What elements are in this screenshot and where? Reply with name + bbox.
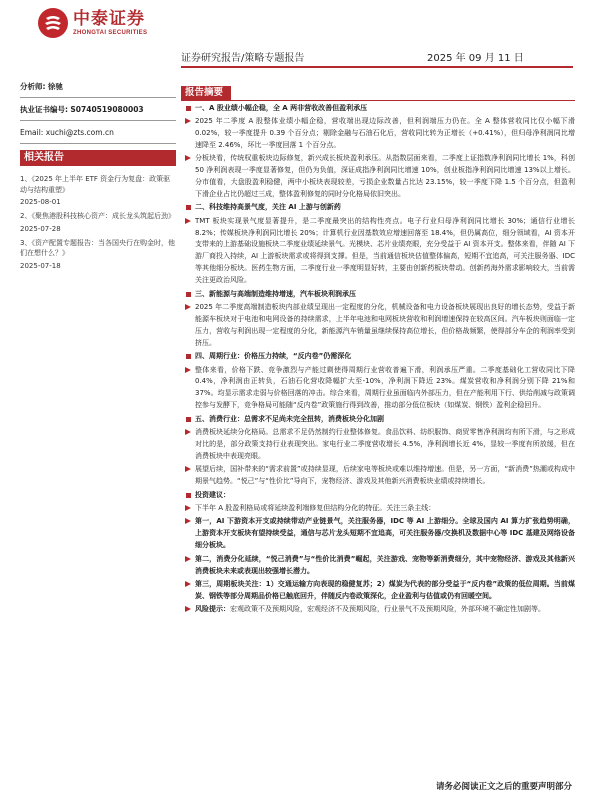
related-reports-title: 相关报告	[20, 150, 176, 166]
related-report-link[interactable]: 3、《资产配置专题报告：当各国央行在购金时，他们在想什么？》	[20, 238, 175, 257]
triangle-bullet-icon	[185, 518, 191, 524]
triangle-bullet-icon	[185, 155, 191, 161]
email-label: Email:	[20, 128, 44, 137]
related-report-date: 2025-08-01	[20, 198, 61, 206]
summary-paragraph	[181, 427, 575, 463]
header-divider	[181, 66, 573, 68]
summary-body	[181, 103, 575, 617]
email-row	[20, 124, 176, 141]
triangle-bullet-icon	[185, 304, 191, 310]
license-label: 执业证书编号:	[20, 105, 68, 114]
triangle-bullet-icon	[185, 505, 191, 511]
paragraph-text: 整体来看，价格下跌、竞争激烈与产能过剩使得周期行业营收普遍下滑，利润承压严重。二季度基础化工营收同比下降 0.4%，净利润由正转负，石油石化营收降幅扩大至-10%，净利润下降近 23%。煤炭营收和净利润分别下降 21%和 37%。均显示需求走弱与价格回落的冲击。综合来看，周期行业虽面临内外部压力，但在产能利用下行、供给削减与政策调控参与发酵下，竞争格局可能随“反内卷”政策施行得到改善，推动部分低位板块（如煤炭、钢铁）盈利企稳回升。	[195, 365, 575, 410]
paragraph-text: 二、科技维持高景气度，关注 AI 上游与创新药	[195, 203, 341, 212]
paragraph-text: 第三，周期板块关注：1）交通运输方向表现的稳健复苏；2）煤炭为代表的部分受益于“反内卷”政策的低位周期。当前煤炭、钢铁等部分周期品价格已触底回升，伴随反内卷政策深化，企业盈利与估值或仍有回暖空间。	[195, 579, 575, 600]
paragraph-text: 宏观政策不及预期风险，宏观经济不及预期风险，行业景气不及预期风险，外部环境不确定性加剧等。	[230, 605, 545, 614]
paragraph-text: 四、周期行业：价格压力持续，“反内卷”仍需深化	[195, 352, 352, 361]
report-summary	[181, 80, 575, 616]
summary-paragraph	[181, 302, 575, 350]
summary-paragraph	[181, 116, 575, 152]
page-header	[0, 0, 600, 66]
divider	[20, 97, 176, 98]
summary-paragraph	[181, 365, 575, 413]
paragraph-text: 展望后续，国补带来的“需求前置”或持续显现，后续家电等板块或难以维持增速。但是，另一方面，“新消费”热潮或构成中期景气趋势。“悦己”与“性价比”导向下，宠物经济、游戏及其他新兴消费板块业绩或持续增长。	[195, 465, 575, 486]
triangle-bullet-icon	[185, 218, 191, 224]
logo-emblem-icon	[38, 8, 68, 38]
disclaimer-footer: 请务必阅读正文之后的重要声明部分	[435, 782, 572, 792]
paragraph-text: 第二，消费分化延续，“悦己消费”与“性价比消费”崛起，关注游戏、宠物等新消费细分，其中宠物经济、游戏及其他新兴消费板块未来或表现出较强增长潜力。	[195, 554, 575, 575]
divider	[20, 120, 176, 121]
summary-title: 报告摘要	[181, 86, 231, 100]
triangle-bullet-icon	[185, 118, 191, 124]
paragraph-text: 投资建议：	[195, 490, 230, 499]
summary-paragraph	[181, 516, 575, 552]
paragraph-text: 2025 年二季度高端制造板块内部业绩呈现出一定程度的分化，机械设备和电力设备板块展现出良好的增长态势，受益于新能源车板块对于电池和电网设备的持续需求，上半年电池和电网板块营收和利润增速保持在较高区间。汽车板块则面临一定压力，营收与利润出现一定程度的分化，新能源汽车销量虽继续保持高位增长，但价格战频繁，使得部分车企的利润率受到挤压。	[195, 303, 575, 347]
paragraph-text: 第一，AI 下游资本开支或持续带动产业链景气，关注服务器，IDC 等 AI 上游细分。全球及国内 AI 算力扩张趋势明确，上游资本开支板块有望持续受益，通信与芯片龙头短期不宜追高，可关注服务器/交换机及数据中心等 IDC 基建及网络设备细分板块。	[195, 517, 575, 550]
sidebar	[20, 78, 176, 275]
section-heading	[181, 202, 575, 214]
logo-name-cn: 中泰证券	[73, 9, 145, 29]
related-report-date: 2025-07-28	[20, 224, 61, 233]
summary-paragraph	[181, 153, 575, 201]
section-heading	[181, 103, 575, 115]
summary-paragraph	[181, 216, 575, 287]
paragraph-text: 三、新能源与高端制造维持增速，汽车板块利润承压	[195, 289, 356, 298]
triangle-bullet-icon	[185, 367, 191, 373]
paragraph-text: 五、消费行业：总需求不足尚未完全扭转，消费板块分化加剧	[195, 414, 384, 423]
related-reports-list	[20, 174, 176, 271]
paragraph-text: 一、A 股业绩小幅企稳，全 A 两非营收改善但盈利承压	[195, 103, 368, 112]
analyst-row	[20, 78, 176, 95]
summary-paragraph	[181, 503, 575, 515]
analyst-label: 分析师:	[20, 82, 46, 91]
square-bullet-icon	[186, 292, 191, 297]
square-bullet-icon	[186, 493, 191, 498]
license-row	[20, 101, 176, 118]
section-heading	[181, 414, 575, 426]
section-heading	[181, 351, 575, 363]
paragraph-text: 下半年 A 股盈利格局或将延续盈利端修复但结构分化的特征。关注三条主线：	[195, 504, 436, 512]
section-heading	[181, 490, 575, 502]
logo-name-en: ZHONGTAI SECURITIES	[73, 30, 148, 36]
related-report-link[interactable]: 1、《2025 年上半年 ETF 资金行为复盘：政策驱动与结构重塑》	[20, 175, 171, 194]
square-bullet-icon	[186, 354, 191, 359]
triangle-bullet-icon	[185, 429, 191, 435]
summary-paragraph	[181, 554, 575, 578]
email-address[interactable]: xuchi@zts.com.cn	[45, 128, 114, 137]
license-number: S0740519080003	[70, 105, 144, 114]
paragraph-text: TMT 板块实现景气度显著提升，是二季度最突出的结构性亮点。电子行业归母净利润同比增长 30%；通信行业增长 8.2%；传媒板块净利润同比增长 20%；计算机行业因基数效应增速回落至 18.4%，但仍属高位，细分领域看，AI 资本开支带来的上游基础设施板块二季度业绩延续景气。光模块、芯片业绩亮眼，充分受益于 AI 资本开支。整体来看，伴随 AI 下游厂商投入持续，AI 上游板块需求或将得到支撑。但是，当前通信板块估值整体偏高，短期不宜追高，可关注服务器、IDC 等其他细分板块。医药生物方面，二季度行业一季度明显好转，主要由创新药板块带动。创新药海外需求影响较大，当前需关注更政治风险。	[195, 216, 575, 285]
divider	[20, 143, 176, 144]
summary-paragraph	[181, 604, 575, 616]
related-report-link[interactable]: 2、《聚焦港股科技核心资产：成长龙头筑起后劲》	[20, 212, 175, 220]
paragraph-lead: 风险提示：	[195, 605, 230, 614]
paragraph-text: 2025 年二季度 A 股整体业绩小幅企稳，营收端出现边际改善，但利润端压力仍在。全 A 整体营收同比仅小幅下滑 0.02%，较一季度提升 0.39 个百分点；剔除金融与石油石化后，营收同比转为正增长（+0.41%），但归母净利润同比增速降至 2.46%，环比一季度回落 1 个百分点。	[195, 116, 575, 149]
report-date: 2025 年 09 月 11 日	[427, 53, 524, 64]
brand-logo	[38, 8, 147, 38]
analyst-name: 徐驰	[47, 82, 63, 91]
triangle-bullet-icon	[185, 556, 191, 562]
square-bullet-icon	[186, 106, 191, 111]
paragraph-text: 消费板块延续分化格局。总需求不足仍然制约行业整体修复。食品饮料、纺织服饰、商贸零售净利润均有所下滑，与之形成对比的是，部分政策支持行业表现突出。家电行业二季度营收增长 4.5%，净利润增长近 4%，显较一季度有所放缓，但在消费板块中表现亮眼。	[195, 428, 575, 460]
triangle-bullet-icon	[185, 466, 191, 472]
triangle-bullet-icon	[185, 581, 191, 587]
square-bullet-icon	[186, 205, 191, 210]
square-bullet-icon	[186, 417, 191, 422]
paragraph-text: 分板块看，传统权重板块边际修复，新兴成长板块盈利承压。从指数层面来看，二季度上证指数净利润同比增长 1%，科创 50 净利润表现一季度显著修复，但仍为负值，深证成指净利润同比增速 10%，创业板指净利润同比增速 13%以上增长。分市值看，大盘股盈利稳健，两中小板块表现较差，亏损企业数量占比达 23.15%，较一季度下降 1.5 个百分点，但盈利下滑企业占比仍超过三成，整体盈利修复的同时分化格局依旧突出。	[195, 154, 575, 198]
summary-paragraph	[181, 464, 575, 488]
summary-paragraph	[181, 579, 575, 603]
section-heading	[181, 289, 575, 301]
summary-divider	[181, 100, 575, 101]
report-type: 证券研究报告/策略专题报告	[181, 53, 305, 64]
related-report-date: 2025-07-18	[20, 261, 61, 270]
triangle-bullet-icon	[185, 606, 191, 612]
